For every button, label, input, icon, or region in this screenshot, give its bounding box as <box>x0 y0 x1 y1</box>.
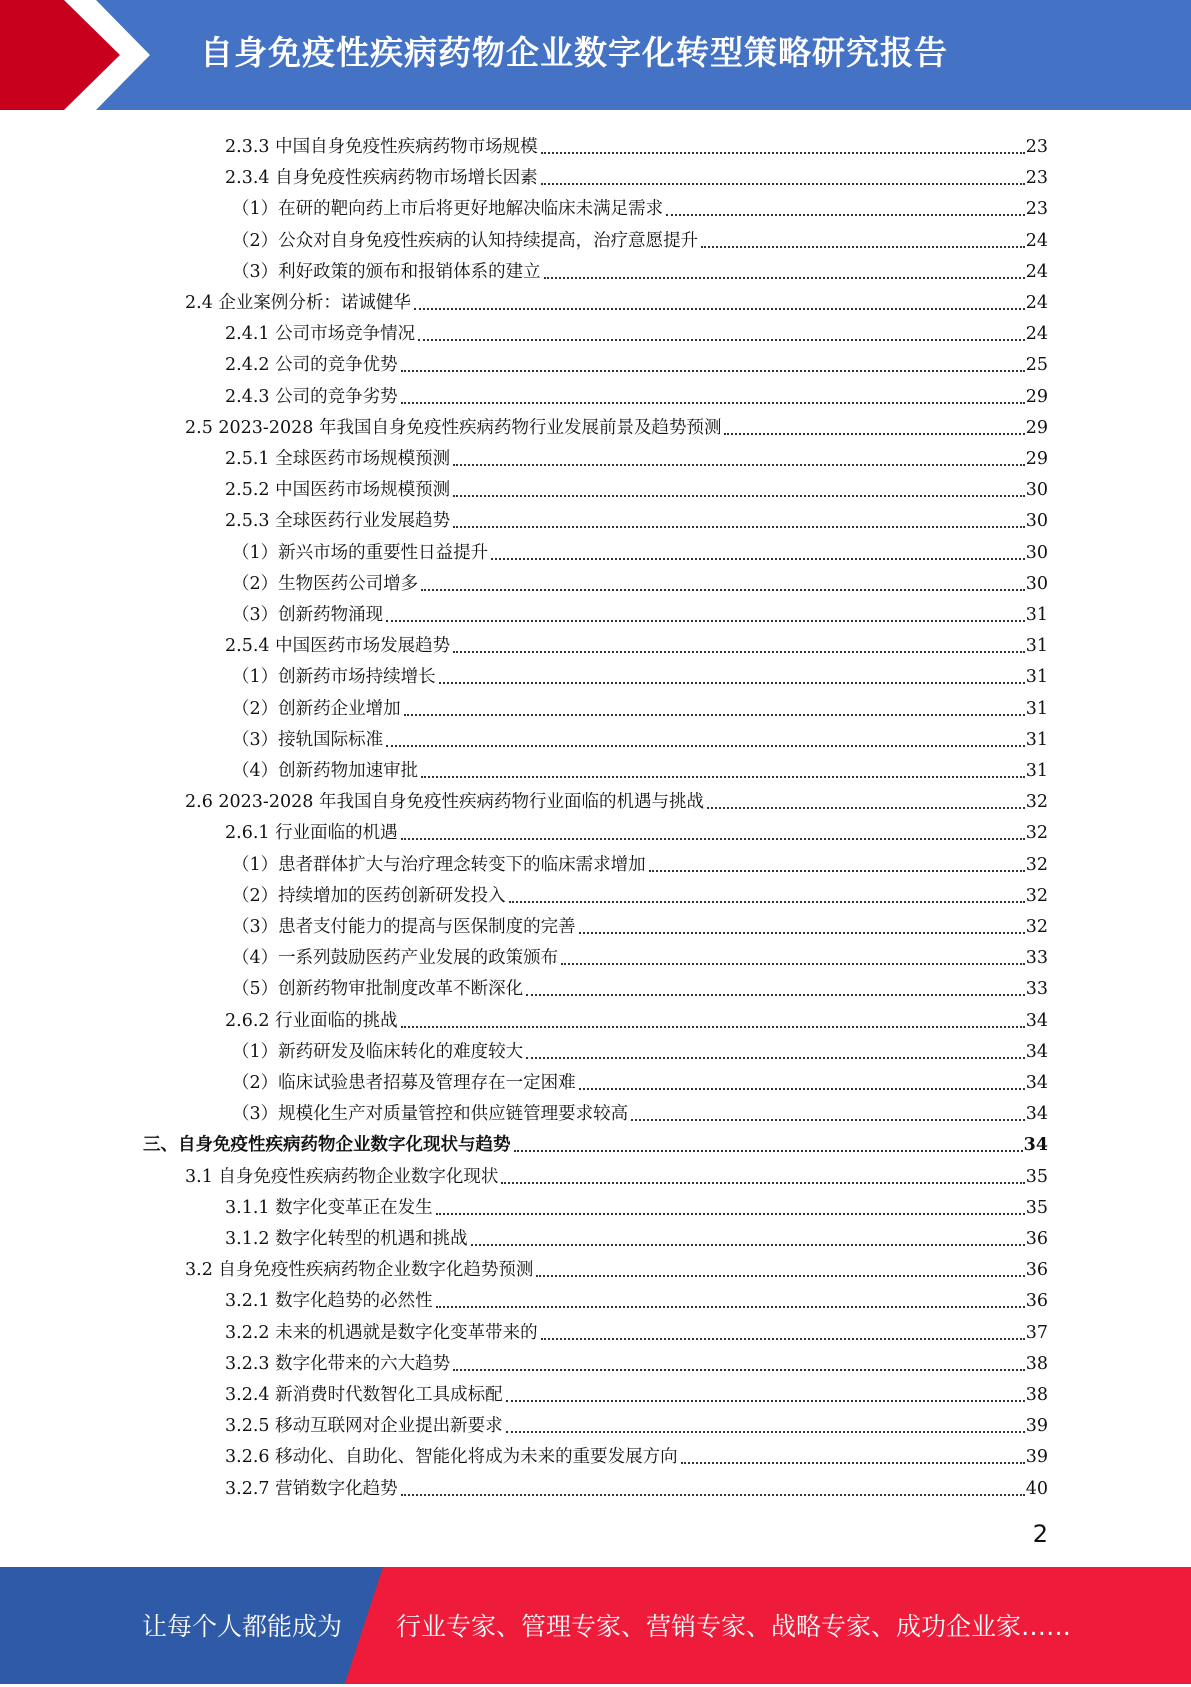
toc-entry-label: 3.2.3 数字化带来的六大趋势 <box>225 1353 451 1374</box>
toc-entry[interactable] <box>185 1157 1048 1188</box>
toc-entry-label: 3.1.1 数字化变革正在发生 <box>225 1197 433 1218</box>
toc-dot-leader <box>541 138 1025 154</box>
toc-dot-leader <box>401 1012 1025 1028</box>
toc-entry[interactable] <box>232 564 1048 595</box>
toc-dot-leader <box>414 294 1025 310</box>
toc-entry-label: （2）公众对自身免疫性疾病的认知持续提高，治疗意愿提升 <box>232 230 699 251</box>
page-footer <box>0 1567 1191 1684</box>
toc-entry-label: （1）在研的靶向药上市后将更好地解决临床未满足需求 <box>232 199 664 220</box>
toc-entry-page: 30 <box>1025 542 1048 563</box>
toc-entry-page: 33 <box>1025 979 1048 1000</box>
toc-entry[interactable] <box>225 1406 1048 1437</box>
toc-entry-page: 24 <box>1025 293 1048 313</box>
toc-entry[interactable] <box>225 127 1048 158</box>
toc-entry[interactable] <box>225 377 1048 408</box>
toc-dot-leader <box>514 1136 1023 1152</box>
toc-entry[interactable] <box>185 283 1048 314</box>
toc-dot-leader <box>453 512 1025 528</box>
toc-dot-leader <box>561 949 1025 965</box>
page-number: 2 <box>1032 1520 1048 1548</box>
toc-entry-page: 32 <box>1025 792 1048 813</box>
toc-entry[interactable] <box>225 1281 1048 1312</box>
toc-entry-label: （1）患者群体扩大与治疗理念转变下的临床需求增加 <box>232 854 646 875</box>
toc-entry[interactable] <box>232 595 1048 626</box>
toc-dot-leader <box>453 1355 1025 1371</box>
toc-entry-label: 3.2 自身免疫性疾病药物企业数字化趋势预测 <box>185 1260 534 1281</box>
toc-dot-leader <box>631 1105 1025 1121</box>
toc-entry-label: （2）临床试验患者招募及管理存在一定困难 <box>232 1073 576 1093</box>
toc-entry-page: 40 <box>1025 1478 1048 1499</box>
toc-entry-label: 2.3.4 自身免疫性疾病药物市场增长因素 <box>225 168 538 189</box>
toc-dot-leader <box>421 575 1025 591</box>
toc-entry-label: 2.5.4 中国医药市场发展趋势 <box>225 636 451 657</box>
toc-entry[interactable] <box>232 221 1048 252</box>
toc-entry-page: 31 <box>1025 636 1048 657</box>
toc-dot-leader <box>541 169 1025 185</box>
footer-slogan-left: 让每个人都能成为 <box>142 1612 343 1641</box>
toc-entry-label: 2.3.3 中国自身免疫性疾病药物市场规模 <box>225 137 538 157</box>
toc-entry-page: 34 <box>1025 1010 1048 1031</box>
toc-entry-label: 2.6.1 行业面临的机遇 <box>225 823 398 844</box>
toc-entry-label: （2）持续增加的医药创新研发投入 <box>232 885 506 906</box>
toc-entry[interactable] <box>225 470 1048 501</box>
toc-entry-page: 35 <box>1025 1166 1048 1187</box>
toc-entry-page: 34 <box>1023 1135 1048 1156</box>
toc-dot-leader <box>666 200 1025 216</box>
toc-entry[interactable] <box>225 158 1048 189</box>
toc-entry-label: 3.2.7 营销数字化趋势 <box>225 1478 398 1499</box>
toc-entry-label: 2.4.2 公司的竞争优势 <box>225 355 398 376</box>
toc-entry-label: （3）创新药物涌现 <box>232 605 384 625</box>
toc-entry[interactable] <box>232 907 1048 938</box>
toc-entry[interactable] <box>225 345 1048 376</box>
toc-entry[interactable] <box>225 314 1048 345</box>
toc-entry-page: 32 <box>1025 854 1048 875</box>
toc-entry[interactable] <box>225 1313 1048 1344</box>
toc-dot-leader <box>681 1448 1025 1464</box>
toc-entry-label: 2.5.3 全球医药行业发展趋势 <box>225 511 451 532</box>
toc-entry-page: 34 <box>1025 1073 1048 1093</box>
toc-dot-leader <box>501 1168 1024 1184</box>
toc-entry[interactable] <box>225 1344 1048 1375</box>
page-header <box>0 0 1191 110</box>
toc-entry-page: 29 <box>1025 449 1048 469</box>
toc-entry[interactable] <box>225 1001 1048 1032</box>
toc-entry-label: （4）一系列鼓励医药产业发展的政策颁布 <box>232 948 559 969</box>
toc-dot-leader <box>453 450 1025 466</box>
toc-entry-label: 2.4.1 公司市场竞争情况 <box>225 324 416 345</box>
toc-entry-page: 32 <box>1025 917 1048 937</box>
toc-entry[interactable] <box>232 751 1048 782</box>
toc-entry-label: 3.1.2 数字化转型的机遇和挑战 <box>225 1229 468 1249</box>
toc-dot-leader <box>649 856 1025 872</box>
toc-dot-leader <box>453 481 1025 497</box>
toc-entry-page: 31 <box>1025 698 1048 719</box>
toc-entry[interactable] <box>232 189 1048 220</box>
toc-entry-label: （3）患者支付能力的提高与医保制度的完善 <box>232 917 576 937</box>
toc-entry[interactable] <box>232 938 1048 969</box>
footer-slogan-right: 行业专家、管理专家、营销专家、战略专家、成功企业家…… <box>396 1612 1072 1641</box>
toc-entry-label: （1）新兴市场的重要性日益提升 <box>232 542 489 563</box>
toc-entry[interactable] <box>232 689 1048 720</box>
toc-entry-label: 三、自身免疫性疾病药物企业数字化现状与趋势 <box>143 1135 511 1156</box>
toc-entry-page: 34 <box>1025 1041 1048 1062</box>
toc-entry[interactable] <box>185 408 1048 439</box>
toc-entry[interactable] <box>232 657 1048 688</box>
toc-entry-page: 32 <box>1025 823 1048 844</box>
toc-dot-leader <box>386 606 1025 622</box>
toc-entry-page: 39 <box>1025 1447 1048 1468</box>
toc-dot-leader <box>436 1199 1025 1215</box>
toc-entry[interactable] <box>232 876 1048 907</box>
toc-entry-page: 31 <box>1025 729 1048 750</box>
toc-entry-page: 23 <box>1025 137 1048 157</box>
toc-entry-label: 3.2.5 移动互联网对企业提出新要求 <box>225 1416 503 1437</box>
report-title: 自身免疫性疾病药物企业数字化转型策略研究报告 <box>200 33 948 72</box>
toc-entry[interactable] <box>225 439 1048 470</box>
toc-entry[interactable] <box>225 1469 1048 1500</box>
toc-entry[interactable] <box>225 626 1048 657</box>
toc-dot-leader <box>526 980 1025 996</box>
toc-entry-page: 24 <box>1025 261 1048 282</box>
toc-dot-leader <box>401 356 1025 372</box>
toc-entry-label: 2.6 2023-2028 年我国自身免疫性疾病药物行业面临的机遇与挑战 <box>185 792 704 813</box>
toc-entry-page: 38 <box>1025 1353 1048 1374</box>
toc-dot-leader <box>541 1324 1025 1340</box>
toc-entry-label: 3.2.6 移动化、自助化、智能化将成为未来的重要发展方向 <box>225 1447 678 1468</box>
toc-dot-leader <box>579 1074 1025 1090</box>
toc-dot-leader <box>526 1043 1025 1059</box>
toc-entry-page: 30 <box>1025 480 1048 501</box>
toc-entry[interactable] <box>232 845 1048 876</box>
toc-entry-label: （2）创新药企业增加 <box>232 698 401 719</box>
toc-dot-leader <box>506 1386 1025 1402</box>
toc-dot-leader <box>453 637 1025 653</box>
toc-dot-leader <box>701 232 1025 248</box>
toc-entry-page: 38 <box>1025 1385 1048 1405</box>
toc-entry-label: 2.4.3 公司的竞争劣势 <box>225 386 398 407</box>
toc-entry-label: （1）创新药市场持续增长 <box>232 667 436 688</box>
toc-dot-leader <box>404 700 1025 716</box>
toc-entry[interactable] <box>225 1219 1048 1250</box>
toc-entry[interactable] <box>225 1375 1048 1406</box>
toc-entry-page: 23 <box>1025 168 1048 189</box>
toc-dot-leader <box>579 918 1025 934</box>
toc-entry[interactable] <box>232 720 1048 751</box>
toc-entry-label: 2.5.1 全球医药市场规模预测 <box>225 449 451 469</box>
toc-entry-page: 30 <box>1025 511 1048 532</box>
toc-dot-leader <box>386 731 1025 747</box>
toc-entry-page: 31 <box>1025 761 1048 781</box>
toc-entry[interactable] <box>225 1437 1048 1468</box>
toc-dot-leader <box>509 887 1025 903</box>
toc-dot-leader <box>506 1417 1025 1433</box>
toc-entry-page: 24 <box>1025 230 1048 251</box>
toc-entry-label: （2）生物医药公司增多 <box>232 573 419 594</box>
toc-entry-page: 23 <box>1025 199 1048 220</box>
toc-entry-label: （3）规模化生产对质量管控和供应链管理要求较高 <box>232 1104 629 1125</box>
toc-entry-page: 33 <box>1025 948 1048 969</box>
toc-entry-label: 3.2.1 数字化趋势的必然性 <box>225 1291 433 1312</box>
toc-entry-page: 31 <box>1025 667 1048 688</box>
toc-entry[interactable] <box>232 969 1048 1000</box>
toc-entry-page: 32 <box>1025 885 1048 906</box>
toc-entry[interactable] <box>232 1094 1048 1125</box>
toc-entry[interactable] <box>225 1188 1048 1219</box>
toc-entry-label: 3.2.4 新消费时代数智化工具成标配 <box>225 1385 503 1405</box>
toc-entry-label: （1）新药研发及临床转化的难度较大 <box>232 1041 524 1062</box>
toc-entry-page: 39 <box>1025 1416 1048 1437</box>
toc-entry[interactable] <box>225 501 1048 532</box>
toc-dot-leader <box>536 1261 1024 1277</box>
toc-dot-leader <box>421 762 1025 778</box>
toc-entry[interactable] <box>225 813 1048 844</box>
toc-entry-page: 24 <box>1025 324 1048 345</box>
toc-entry[interactable] <box>143 1125 1048 1156</box>
toc-entry-page: 35 <box>1025 1197 1048 1218</box>
toc-dot-leader <box>401 388 1025 404</box>
toc-entry-page: 29 <box>1025 417 1048 438</box>
toc-entry-label: （5）创新药物审批制度改革不断深化 <box>232 979 524 1000</box>
toc-entry[interactable] <box>232 252 1048 283</box>
header-arrow-graphic <box>0 0 160 110</box>
toc-entry[interactable] <box>232 533 1048 564</box>
toc-entry-page: 36 <box>1025 1260 1048 1281</box>
toc-entry-page: 34 <box>1025 1104 1048 1125</box>
toc-dot-leader <box>724 419 1024 435</box>
toc-entry[interactable] <box>185 1250 1048 1281</box>
toc-entry-label: 2.4 企业案例分析：诺诚健华 <box>185 293 411 313</box>
toc-entry-label: 2.5.2 中国医药市场规模预测 <box>225 480 451 501</box>
toc-entry-page: 36 <box>1025 1229 1048 1249</box>
toc-dot-leader <box>436 1292 1025 1308</box>
toc-entry[interactable] <box>232 1032 1048 1063</box>
toc-dot-leader <box>491 544 1025 560</box>
toc-dot-leader <box>544 263 1025 279</box>
toc-entry-page: 31 <box>1025 605 1048 625</box>
toc-entry[interactable] <box>185 782 1048 813</box>
toc-entry-page: 36 <box>1025 1291 1048 1312</box>
toc-dot-leader <box>707 793 1025 809</box>
toc-entry-label: 2.5 2023-2028 年我国自身免疫性疾病药物行业发展前景及趋势预测 <box>185 417 722 438</box>
toc-entry-page: 30 <box>1025 573 1048 594</box>
toc-entry-page: 29 <box>1025 386 1048 407</box>
toc-entry-page: 25 <box>1025 355 1048 376</box>
toc-entry[interactable] <box>232 1063 1048 1094</box>
toc-dot-leader <box>418 325 1025 341</box>
toc-entry-label: 3.1 自身免疫性疾病药物企业数字化现状 <box>185 1166 499 1187</box>
toc-entry-label: （3）接轨国际标准 <box>232 729 384 750</box>
toc-entry-label: 3.2.2 未来的机遇就是数字化变革带来的 <box>225 1322 538 1343</box>
toc-dot-leader <box>401 1480 1025 1496</box>
toc-entry-label: （3）利好政策的颁布和报销体系的建立 <box>232 261 541 282</box>
toc-entry-page: 37 <box>1025 1322 1048 1343</box>
toc-dot-leader <box>401 824 1025 840</box>
toc-entry-label: （4）创新药物加速审批 <box>232 761 419 781</box>
toc-dot-leader <box>439 668 1025 684</box>
toc-dot-leader <box>471 1230 1025 1246</box>
toc-entry-label: 2.6.2 行业面临的挑战 <box>225 1010 398 1031</box>
